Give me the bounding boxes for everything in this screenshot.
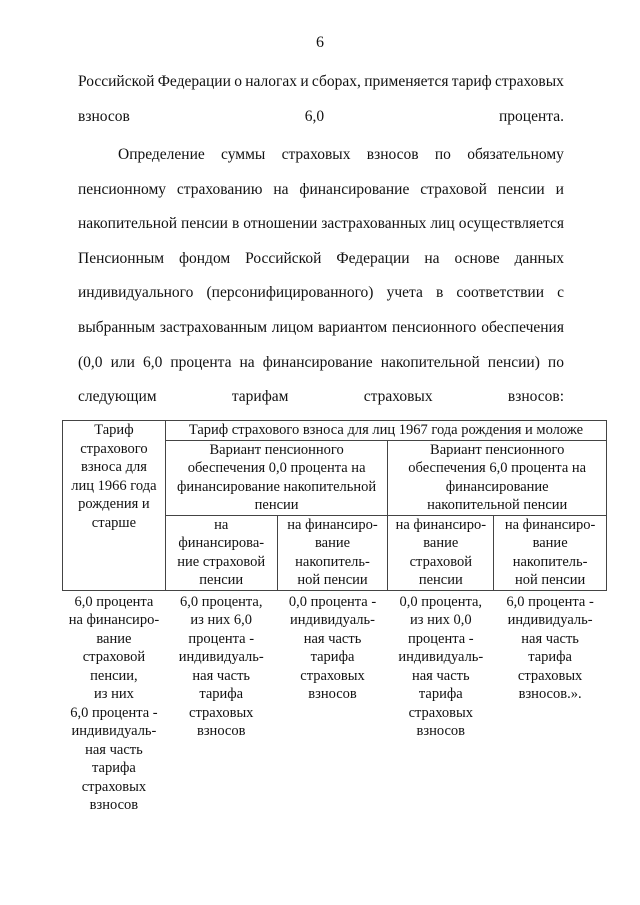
text-line: Российской Федерации о налогах и сборах, применяется тариф страховых xyxy=(78,73,564,90)
text-line: пенсионному страхованию на финансирование страховой пенсии и xyxy=(78,180,564,198)
text-line: индивидуального (персонифицированного) учета в соответствии с xyxy=(78,284,564,302)
sub-header: на финансиро- вание накопитель- ной пенсии xyxy=(494,515,607,590)
text-line: следующим тарифам страховых взносов: xyxy=(78,388,564,406)
text-line: Определение суммы страховых взносов по обязательному xyxy=(118,146,564,163)
sub-header: на финансирова- ние страховой пенсии xyxy=(165,515,277,590)
table-cell: 6,0 процента на финансиро- вание страховой пенсии, из них 6,0 процента - индивидуаль- ная часть тарифа страховых взносов xyxy=(68,593,160,813)
sub-header: на финансиро- вание накопитель- ной пенсии xyxy=(277,515,388,590)
tariff-table xyxy=(62,420,607,815)
paragraph-2 xyxy=(78,145,564,422)
variant-6-header: Вариант пенсионного обеспечения 6,0 процента на финансирование накопительной пенсии xyxy=(388,440,607,515)
paragraph-1 xyxy=(78,72,564,141)
text-line: взносов 6,0 процента. xyxy=(78,107,564,125)
variant-0-header: Вариант пенсионного обеспечения 0,0 процента на финансирование накопительной пенсии xyxy=(165,440,388,515)
text-line: Пенсионным фондом Российской Федерации на основе данных xyxy=(78,249,564,267)
table-cell: 0,0 процента, из них 0,0 процента - индивидуаль- ная часть тарифа страховых взносов xyxy=(398,593,484,739)
text-line: (0,0 или 6,0 процента на финансирование накопительной пенсии) по xyxy=(78,353,564,371)
table-cell: 0,0 процента - индивидуаль- ная часть тарифа страховых взносов xyxy=(288,593,377,702)
sub-header: на финансиро- вание страховой пенсии xyxy=(388,515,494,590)
text-line: накопительной пенсии в отношении застрахованных лиц осуществляется xyxy=(78,215,564,233)
page-number: 6 xyxy=(316,34,324,51)
col-header-1966: Тариф страхового взноса для лиц 1966 года рождения и старше xyxy=(63,421,166,591)
group-header-1967: Тариф страхового взноса для лиц 1967 года рождения и моложе xyxy=(165,421,606,441)
text-line: выбранным застрахованным лицом вариантом пенсионного обеспечения xyxy=(78,318,564,336)
table-cell: 6,0 процента - индивидуаль- ная часть тарифа страховых взносов.». xyxy=(506,593,594,702)
table-cell: 6,0 процента, из них 6,0 процента - индивидуаль- ная часть тарифа страховых взносов xyxy=(178,593,264,739)
